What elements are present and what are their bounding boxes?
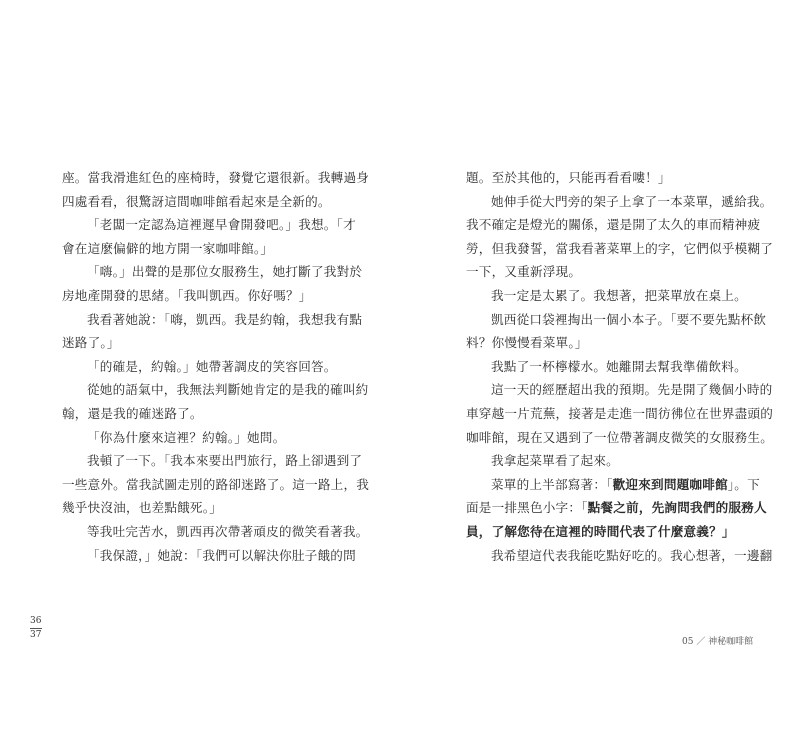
text-line: 迷路了。」 <box>62 335 120 351</box>
text-line: 菜單的上半部寫著：「歡迎來到問題咖啡館」。下 <box>491 476 760 492</box>
text-line: 我點了一杯檸檬水。她離開去幫我準備飲料。 <box>491 358 747 374</box>
text-line: 題。至於其他的，只能再看看嘍！」 <box>466 170 671 185</box>
text-line: 料？你慢慢看菜單。」 <box>466 335 588 351</box>
text-line: 幾乎快沒油，也差點餓死。」 <box>62 500 223 516</box>
text-line: 四處看看，很驚訝這間咖啡館看起來是全新的。 <box>62 193 331 209</box>
emphasis-text: 點餐之前，先詢問我們的服務人 <box>587 500 767 516</box>
text-line: 這一天的經歷超出我的預期。先是開了幾個小時的 <box>491 382 773 398</box>
text-line: 她伸手從大門旁的架子上拿了一本菜單，遞給我。 <box>491 193 773 209</box>
text-line: 翰，還是我的確迷路了。 <box>62 405 203 421</box>
text-line: 一下，又重新浮現。 <box>466 264 582 280</box>
text-line: 咖啡館，現在又遇到了一位帶著調皮微笑的女服務生。 <box>466 429 774 445</box>
emphasis-text: 歡迎來到問題咖啡館 <box>612 476 728 492</box>
text-line: 我一定是太累了。我想著，把菜單放在桌上。 <box>491 287 747 303</box>
text-line: 會在這麼偏僻的地方開一家咖啡館。」 <box>62 240 274 256</box>
text-line: 房地產開發的思緒。「我叫凱西。你好嗎？」 <box>62 287 312 303</box>
text-line: 「的確是，約翰。」她帶著調皮的笑容回答。 <box>87 358 337 374</box>
page-numbers <box>30 616 42 641</box>
left-page-text <box>62 166 370 567</box>
text-line: 員，了解您待在這裡的時間代表了什麼意義？」 <box>466 523 735 539</box>
text-line: 我頓了一下。「我本來要出門旅行，路上卻遇到了 <box>87 453 363 469</box>
text-line: 我希望這代表我能吃點好吃的。我心想著，一邊翻 <box>491 547 773 563</box>
page-number-left: 36 <box>30 616 42 626</box>
page-number-divider <box>30 628 42 629</box>
text-line: 車穿越一片荒蕪，接著是走進一間彷彿位在世界盡頭的 <box>466 405 774 421</box>
text-line: 面是一排黑色小字：「點餐之前，先詢問我們的服務人 <box>466 500 767 516</box>
text-line: 等我吐完苦水，凱西再次帶著頑皮的微笑看著我。 <box>87 523 369 539</box>
text-line: 「你為什麼來這裡？約翰。」她問。 <box>87 429 286 445</box>
text-line: 「老闆一定認為這裡遲早會開發吧。」我想。「才 <box>87 217 356 233</box>
right-page-text <box>466 166 774 567</box>
text-line: 凱西從口袋裡掏出一個小本子。「要不要先點杯飲 <box>491 311 767 327</box>
text-line: 「嗨。」出聲的是那位女服務生，她打斷了我對於 <box>87 264 363 280</box>
running-head: 05 ／ 神秘咖啡館 <box>682 637 754 647</box>
text-line: 「我保證，」她說：「我們可以解決你肚子餓的問 <box>87 547 356 563</box>
text-line: 我看著她說：「嗨，凱西。我是約翰，我想我有點 <box>87 311 363 327</box>
text-line: 座。當我滑進紅色的座椅時，發覺它還很新。我轉過身 <box>62 170 370 185</box>
text-line: 勞，但我發誓，當我看著菜單上的字，它們似乎模糊了 <box>466 240 774 256</box>
text-line: 我拿起菜單看了起來。 <box>491 453 619 469</box>
text-line: 一些意外。當我試圖走別的路卻迷路了。這一路上，我 <box>62 476 370 492</box>
text-line: 我不確定是燈光的關係，還是開了太久的車而精神疲 <box>466 217 761 233</box>
text-line: 從她的語氣中，我無法判斷她肯定的是我的確叫約 <box>87 382 369 398</box>
page-number-right: 37 <box>30 630 42 640</box>
